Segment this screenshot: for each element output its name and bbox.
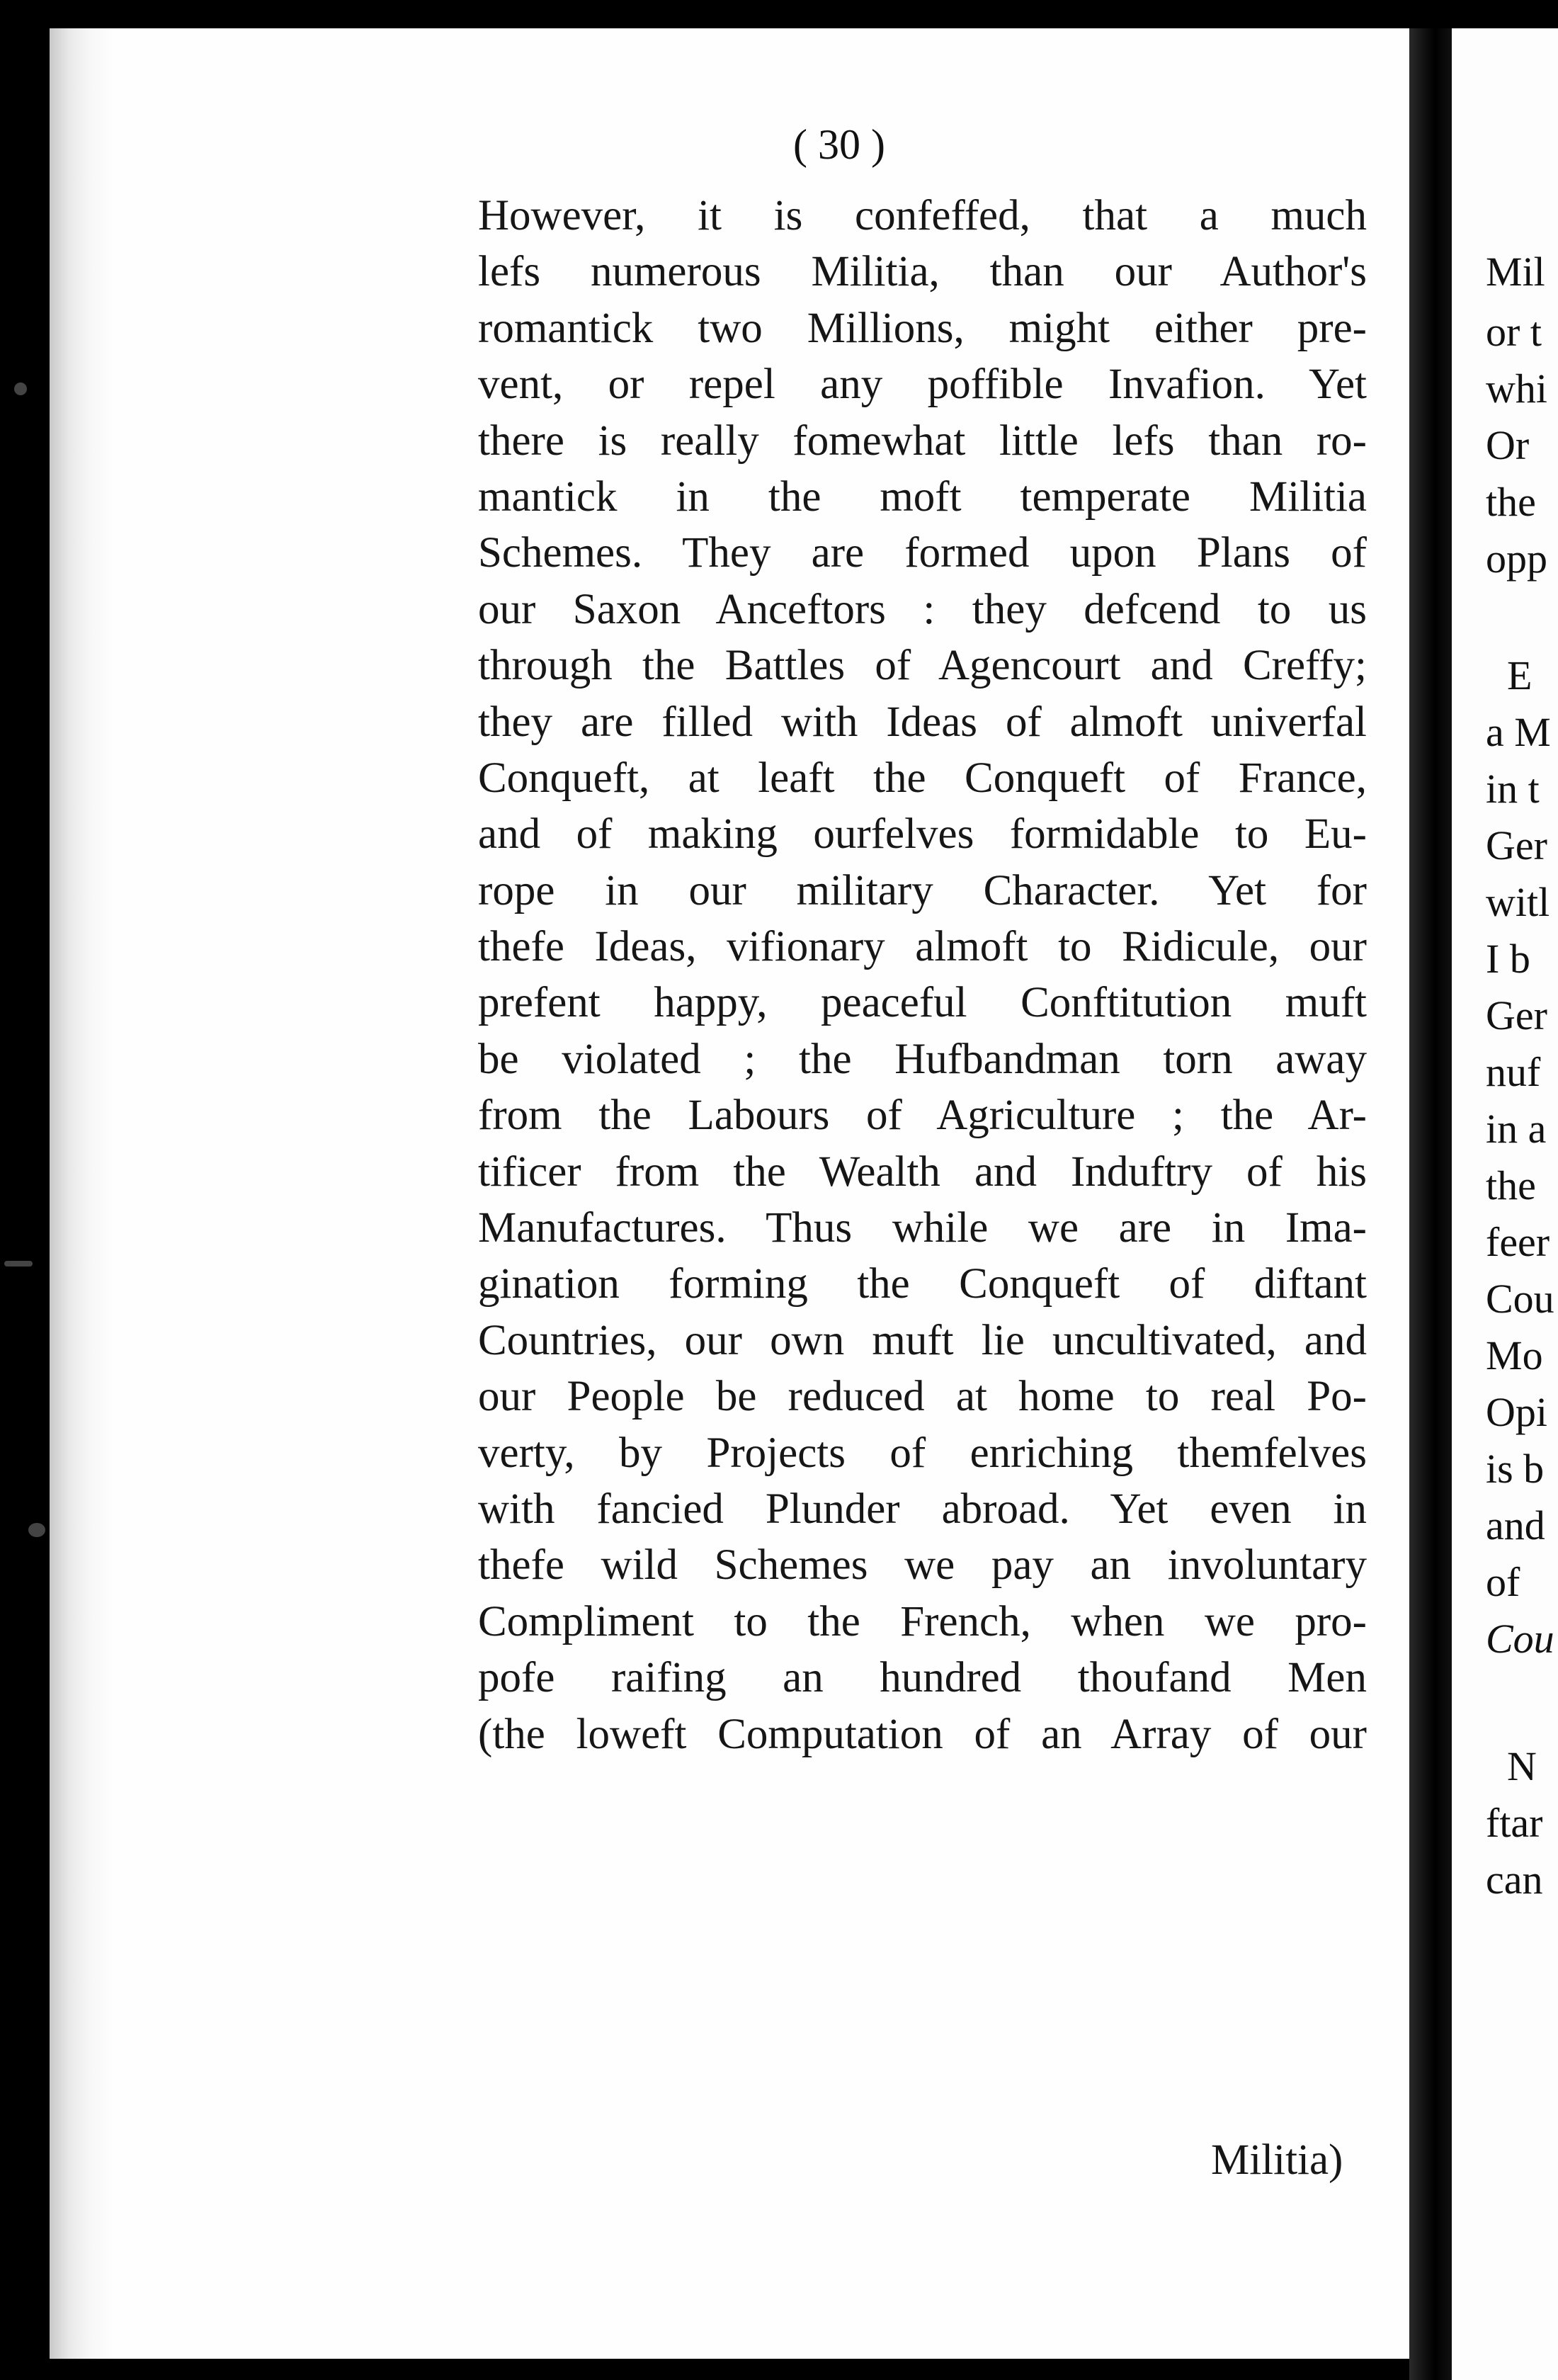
text-line: thefe wild Schemes we pay an involuntary: [478, 1541, 1367, 1590]
facing-page-line: Ger: [1486, 822, 1547, 868]
facing-page-line: feer: [1486, 1219, 1550, 1265]
text-line: be violated ; the Hufbandman torn away: [478, 1035, 1367, 1083]
facing-page-line: or t: [1486, 309, 1542, 355]
facing-page-line: a M: [1486, 709, 1551, 755]
text-line: Compliment to the French, when we pro-: [478, 1597, 1367, 1645]
facing-page-line: Mil: [1486, 249, 1545, 295]
text-line: mantick in the moft temperate Militia: [478, 472, 1367, 521]
text-line: pofe raifing an hundred thoufand Men: [478, 1654, 1367, 1702]
ink-speck: [14, 382, 27, 395]
catchword: Militia): [1211, 2136, 1343, 2184]
facing-page-line: opp: [1486, 536, 1547, 582]
facing-page-line: E: [1507, 652, 1533, 698]
facing-page-line: of: [1486, 1559, 1520, 1605]
facing-page-line: Cou: [1486, 1276, 1554, 1322]
facing-page-line: whi: [1486, 366, 1547, 412]
facing-page-line: nuf: [1486, 1049, 1541, 1095]
text-line: from the Labours of Agriculture ; the Ar-: [478, 1092, 1367, 1140]
text-line: Schemes. They are formed upon Plans of: [478, 529, 1367, 577]
text-line: verty, by Projects of enriching themfelves: [478, 1429, 1367, 1477]
facing-page-line: witl: [1486, 879, 1550, 925]
book-gutter-shadow: [1409, 28, 1452, 2380]
facing-page-line: and: [1486, 1502, 1545, 1548]
facing-page-line: is b: [1486, 1446, 1545, 1492]
text-line: tificer from the Wealth and Induftry of his: [478, 1148, 1367, 1196]
body-text: [478, 188, 1367, 1762]
text-line: prefent happy, peaceful Conftitution muft: [478, 979, 1367, 1027]
facing-page-line: N: [1507, 1743, 1537, 1789]
ink-speck: [4, 1261, 33, 1266]
facing-page-line: Cou: [1486, 1616, 1554, 1662]
text-line: with fancied Plunder abroad. Yet even in: [478, 1485, 1367, 1533]
text-line: thefe Ideas, vifionary almoft to Ridicule, our: [478, 923, 1367, 971]
text-line: vent, or repel any poffible Invafion. Yet: [478, 361, 1367, 409]
facing-page-line: the: [1486, 479, 1536, 525]
ink-speck: [28, 1523, 45, 1537]
text-line: However, it is confeffed, that a much: [478, 192, 1367, 239]
text-line: there is really fomewhat little lefs than ro-: [478, 416, 1367, 465]
page-number: ( 30 ): [793, 121, 885, 168]
facing-page-line: Mo: [1486, 1332, 1543, 1378]
text-line: Conqueft, at leaft the Conqueft of France,: [478, 754, 1367, 802]
text-line: our Saxon Anceftors : they defcend to us: [478, 585, 1367, 633]
facing-page-line: can: [1486, 1857, 1543, 1903]
text-line: our People be reduced at home to real Po-: [478, 1373, 1367, 1421]
text-line: they are filled with Ideas of almoft univerfal: [478, 698, 1367, 746]
facing-page-line: Opi: [1486, 1389, 1547, 1435]
text-line: rope in our military Character. Yet for: [478, 866, 1367, 914]
text-line: romantick two Millions, might either pre-: [478, 304, 1367, 352]
facing-page-line: Or: [1486, 422, 1530, 468]
scan-left-margin: [0, 0, 50, 2380]
text-line: through the Battles of Agencourt and Creffy;: [478, 642, 1367, 690]
text-line: gination forming the Conqueft of diftant: [478, 1260, 1367, 1308]
facing-page-line: Ger: [1486, 992, 1547, 1038]
facing-page-line: ftar: [1486, 1800, 1543, 1846]
facing-page-line: I b: [1486, 936, 1530, 982]
page-edge-stack: [50, 28, 113, 2359]
text-line: lefs numerous Militia, than our Author's: [478, 248, 1367, 296]
text-line: (the loweft Computation of an Array of our: [478, 1710, 1367, 1758]
facing-page-fragment: [1452, 28, 1558, 2380]
facing-page-line: in t: [1486, 766, 1540, 812]
text-line: Manufactures. Thus while we are in Ima-: [478, 1204, 1367, 1252]
facing-page-line: the: [1486, 1162, 1536, 1208]
facing-page-line: in a: [1486, 1106, 1547, 1152]
text-line: Countries, our own muft lie uncultivated, and: [478, 1316, 1367, 1364]
text-line: and of making ourfelves formidable to Eu-: [478, 810, 1367, 858]
